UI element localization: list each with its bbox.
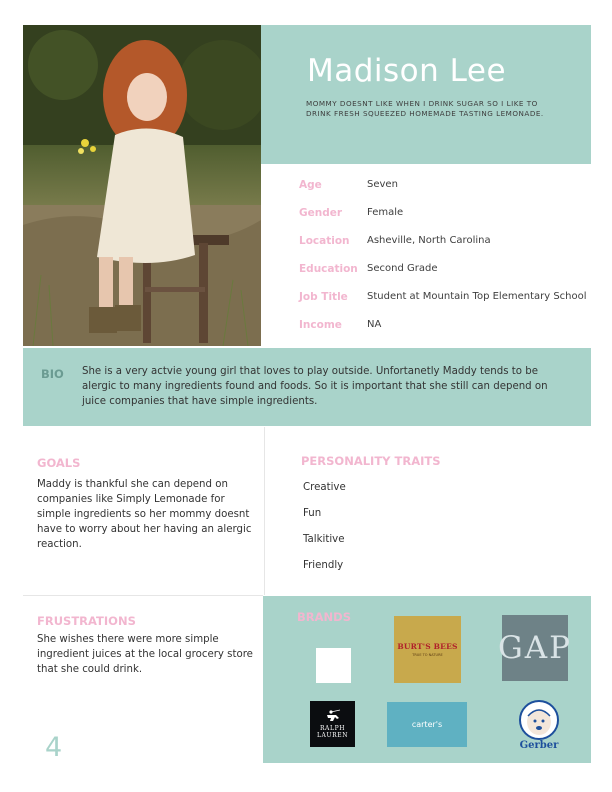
detail-value: Student at Mountain Top Elementary School	[367, 291, 587, 302]
detail-value: NA	[367, 319, 382, 330]
section-divider-horizontal	[23, 595, 263, 596]
persona-details	[299, 175, 591, 343]
persona-quote: MOMMY DOESNT LIKE WHEN I DRINK SUGAR SO I LIKE TO DRINK FRESH SQUEEZED HOMEMADE TASTING LEMONADE.	[306, 99, 544, 118]
detail-label: Education	[299, 263, 358, 275]
detail-label: Gender	[299, 207, 343, 219]
frustrations-title: FRUSTRATIONS	[37, 614, 136, 628]
trait-item: Creative	[303, 482, 346, 493]
trait-item: Talkitive	[303, 534, 345, 545]
detail-value: Asheville, North Carolina	[367, 235, 491, 246]
detail-label: Location	[299, 235, 350, 247]
gerber-baby-icon	[519, 700, 559, 740]
gap-logo	[498, 615, 573, 681]
burts-bees-logo	[394, 616, 461, 683]
blank-brand-logo	[316, 648, 351, 683]
burts-bees-wordmark: BURT'S BEES	[397, 642, 458, 651]
burts-bees-tagline: TRUE TO NATURE	[412, 653, 443, 657]
goals-title: GOALS	[37, 456, 81, 470]
gap-wordmark: GAP	[498, 630, 573, 666]
detail-row-gender	[299, 203, 591, 231]
bio-text: She is a very actvie young girl that loves to play outside. Unfortanetly Maddy tends to be alergic to many ingredients found and foods. So it is important that she still can depend on juice companies that have simple ingredients.	[82, 366, 548, 407]
ralph-lauren-logo	[310, 701, 355, 747]
trait-item: Friendly	[303, 560, 344, 571]
brands-section	[263, 596, 591, 763]
detail-row-education	[299, 259, 591, 287]
gerber-logo	[512, 697, 566, 753]
ralph-lauren-polo-icon	[324, 709, 342, 725]
persona-name: Madison Lee	[307, 53, 507, 89]
detail-row-job-title	[299, 287, 591, 315]
page-number: 4	[45, 732, 63, 763]
detail-label: Income	[299, 319, 342, 331]
section-divider-vertical	[264, 427, 265, 595]
trait-item: Fun	[303, 508, 322, 519]
detail-row-age	[299, 175, 591, 203]
frustrations-text: She wishes there were more simple ingredient juices at the local grocery store that she could drink.	[37, 634, 253, 675]
ralph-wordmark: RALPH	[319, 725, 346, 732]
detail-row-location	[299, 231, 591, 259]
detail-label: Age	[299, 179, 322, 191]
carters-logo	[387, 702, 467, 747]
goals-text: Maddy is thankful she can depend on companies like Simply Lemonade for simple ingredients so her mommy doesnt have to worry about her having an alergic reaction.	[37, 479, 252, 550]
persona-photo	[23, 25, 261, 346]
detail-value: Female	[367, 207, 404, 218]
personality-traits-list	[303, 482, 346, 586]
brands-title: BRANDS	[297, 610, 351, 624]
bio-section	[23, 348, 591, 426]
lauren-wordmark: LAUREN	[316, 732, 349, 739]
detail-row-income	[299, 315, 591, 343]
detail-label: Job Title	[299, 291, 348, 303]
detail-value: Second Grade	[367, 263, 438, 274]
personality-title: PERSONALITY TRAITS	[301, 454, 441, 468]
persona-header	[261, 25, 591, 164]
carters-wordmark: carter's	[411, 720, 443, 729]
bio-label: BIO	[41, 367, 64, 381]
gerber-wordmark: Gerber	[519, 739, 559, 751]
detail-value: Seven	[367, 179, 398, 190]
